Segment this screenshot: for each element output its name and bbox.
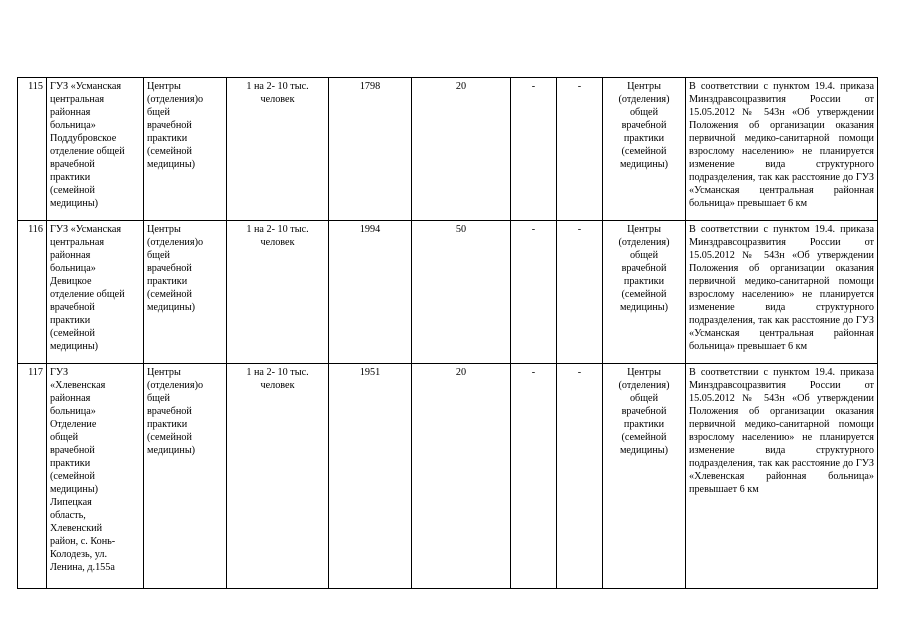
- unit-line: врачебной: [621, 120, 667, 131]
- org-line: Колодезь, ул.: [50, 549, 107, 560]
- org-line: ГУЗ «Усманская: [50, 224, 122, 235]
- type-line: врачебной: [147, 120, 192, 131]
- unit-line: Центры: [627, 367, 661, 378]
- population-cell: [329, 78, 412, 221]
- org-line: (семейной: [50, 328, 95, 339]
- facility-type-cell: [144, 221, 227, 364]
- type-line: (семейной: [147, 146, 192, 157]
- row-number: [18, 78, 47, 221]
- table-row: [18, 78, 878, 221]
- note-cell: [686, 78, 878, 221]
- organization-cell: [47, 364, 144, 589]
- type-line: Центры: [147, 224, 181, 235]
- population-cell: [329, 364, 412, 589]
- type-line: практики: [147, 419, 188, 430]
- organization-cell: [47, 221, 144, 364]
- dash-cell: [511, 78, 557, 221]
- org-line: больница»: [50, 263, 96, 274]
- org-line: ГУЗ «Усманская: [50, 81, 122, 92]
- org-line: Хлевенский: [50, 523, 103, 534]
- type-line: Центры: [147, 81, 181, 92]
- note-text: В соответствии с пунктом 19.4. приказа Минздравсоцразвития России от 15.05.2012 № 543н «Об утверждении Положения об организации оказания первичной медико-санитарной помощи взрослому населению» не планируется изменение вида структурного подразделения, так как расстояние до ГУЗ «Хлевенская районная больница» превышает 6 км: [689, 367, 874, 495]
- population-cell: [329, 221, 412, 364]
- distance-cell: [412, 78, 511, 221]
- unit-line: медицины): [619, 445, 669, 456]
- unit-type-cell: [603, 78, 686, 221]
- unit-line: (семейной: [621, 146, 667, 157]
- org-line: Поддубровское: [50, 133, 117, 144]
- type-line: медицины): [147, 445, 196, 456]
- org-line: общей: [50, 432, 79, 443]
- type-line: медицины): [147, 159, 196, 170]
- unit-type-cell: [603, 221, 686, 364]
- org-line: Липецкая: [50, 497, 92, 508]
- org-line: ГУЗ: [50, 367, 69, 378]
- type-line: врачебной: [147, 263, 192, 274]
- type-line: (отделения)о: [147, 94, 204, 105]
- org-line: медицины): [50, 484, 99, 495]
- unit-line: практики: [623, 276, 665, 287]
- pop-text: 1798: [359, 81, 381, 92]
- type-line: бщей: [147, 107, 171, 118]
- norm-cell: [227, 221, 329, 364]
- norm-cell: [227, 364, 329, 589]
- facilities-table: [17, 77, 878, 589]
- unit-line: Центры: [627, 81, 661, 92]
- org-line: центральная: [50, 94, 105, 105]
- facility-type-cell: [144, 364, 227, 589]
- unit-line: врачебной: [621, 406, 667, 417]
- type-line: практики: [147, 133, 188, 144]
- org-line: медицины): [50, 341, 99, 352]
- type-line: (семейной: [147, 432, 192, 443]
- norm-text: 1 на 2- 10 тыс. человек: [246, 224, 309, 248]
- row-number: [18, 221, 47, 364]
- org-line: практики: [50, 315, 91, 326]
- org-line: центральная: [50, 237, 105, 248]
- org-line: больница»: [50, 120, 96, 131]
- type-line: (отделения)о: [147, 380, 204, 391]
- org-line: район, с. Конь-: [50, 536, 116, 547]
- type-line: практики: [147, 276, 188, 287]
- c7-text: -: [577, 224, 582, 235]
- org-line: (семейной: [50, 185, 95, 196]
- table-row: [18, 364, 878, 589]
- unit-line: (отделения): [618, 237, 670, 248]
- org-line: районная: [50, 250, 91, 261]
- c6-text: -: [531, 81, 536, 92]
- unit-line: общей: [629, 250, 659, 261]
- note-text: В соответствии с пунктом 19.4. приказа Минздравсоцразвития России от 15.05.2012 № 543н «Об утверждении Положения об организации оказания первичной медико-санитарной помощи взрослому населению» не планируется изменение вида структурного подразделения, так как расстояние до ГУЗ «Усманская центральная районная больница» превышает 6 км: [689, 81, 874, 209]
- org-line: Ленина, д.155а: [50, 562, 115, 573]
- org-line: практики: [50, 172, 91, 183]
- note-text: В соответствии с пунктом 19.4. приказа Минздравсоцразвития России от 15.05.2012 № 543н «Об утверждении Положения об организации оказания первичной медико-санитарной помощи взрослому населению» не планируется изменение вида структурного подразделения, так как расстояние до ГУЗ «Усманская центральная районная больница» превышает 6 км: [689, 224, 874, 352]
- unit-type-cell: [603, 364, 686, 589]
- org-line: медицины): [50, 198, 99, 209]
- c7-text: -: [577, 367, 582, 378]
- org-line: Девицкое: [50, 276, 92, 287]
- unit-line: (семейной: [621, 289, 667, 300]
- unit-line: медицины): [619, 159, 669, 170]
- unit-line: общей: [629, 393, 659, 404]
- num-text: 115: [28, 81, 43, 92]
- dash-cell: [557, 78, 603, 221]
- org-line: районная: [50, 107, 91, 118]
- pop-text: 1994: [359, 224, 381, 235]
- norm-cell: [227, 78, 329, 221]
- c7-text: -: [577, 81, 582, 92]
- unit-line: практики: [623, 133, 665, 144]
- unit-line: медицины): [619, 302, 669, 313]
- type-line: (отделения)о: [147, 237, 204, 248]
- note-cell: [686, 364, 878, 589]
- num-text: 116: [28, 224, 43, 235]
- org-line: врачебной: [50, 159, 95, 170]
- unit-line: (семейной: [621, 432, 667, 443]
- dist-text: 20: [455, 367, 467, 378]
- org-line: (семейной: [50, 471, 95, 482]
- dash-cell: [557, 221, 603, 364]
- unit-line: врачебной: [621, 263, 667, 274]
- table-row: [18, 221, 878, 364]
- dash-cell: [511, 364, 557, 589]
- type-line: (семейной: [147, 289, 192, 300]
- org-line: практики: [50, 458, 91, 469]
- org-line: отделение общей: [50, 289, 125, 300]
- org-line: отделение общей: [50, 146, 125, 157]
- unit-line: (отделения): [618, 380, 670, 391]
- dash-cell: [557, 364, 603, 589]
- distance-cell: [412, 221, 511, 364]
- row-number: [18, 364, 47, 589]
- c6-text: -: [531, 367, 536, 378]
- org-line: Отделение: [50, 419, 97, 430]
- num-text: 117: [28, 367, 43, 378]
- norm-text: 1 на 2- 10 тыс. человек: [246, 81, 309, 105]
- norm-text: 1 на 2- 10 тыс. человек: [246, 367, 309, 391]
- dist-text: 50: [455, 224, 467, 235]
- unit-line: (отделения): [618, 94, 670, 105]
- dist-text: 20: [455, 81, 467, 92]
- type-line: Центры: [147, 367, 181, 378]
- type-line: бщей: [147, 250, 171, 261]
- distance-cell: [412, 364, 511, 589]
- facility-type-cell: [144, 78, 227, 221]
- dash-cell: [511, 221, 557, 364]
- org-line: «Хлевенская: [50, 380, 106, 391]
- org-line: врачебной: [50, 445, 95, 456]
- type-line: бщей: [147, 393, 171, 404]
- org-line: больница»: [50, 406, 96, 417]
- type-line: медицины): [147, 302, 196, 313]
- note-cell: [686, 221, 878, 364]
- unit-line: практики: [623, 419, 665, 430]
- org-line: районная: [50, 393, 91, 404]
- unit-line: общей: [629, 107, 659, 118]
- type-line: врачебной: [147, 406, 192, 417]
- org-line: область,: [50, 510, 86, 521]
- c6-text: -: [531, 224, 536, 235]
- pop-text: 1951: [359, 367, 381, 378]
- org-line: врачебной: [50, 302, 95, 313]
- organization-cell: [47, 78, 144, 221]
- unit-line: Центры: [627, 224, 661, 235]
